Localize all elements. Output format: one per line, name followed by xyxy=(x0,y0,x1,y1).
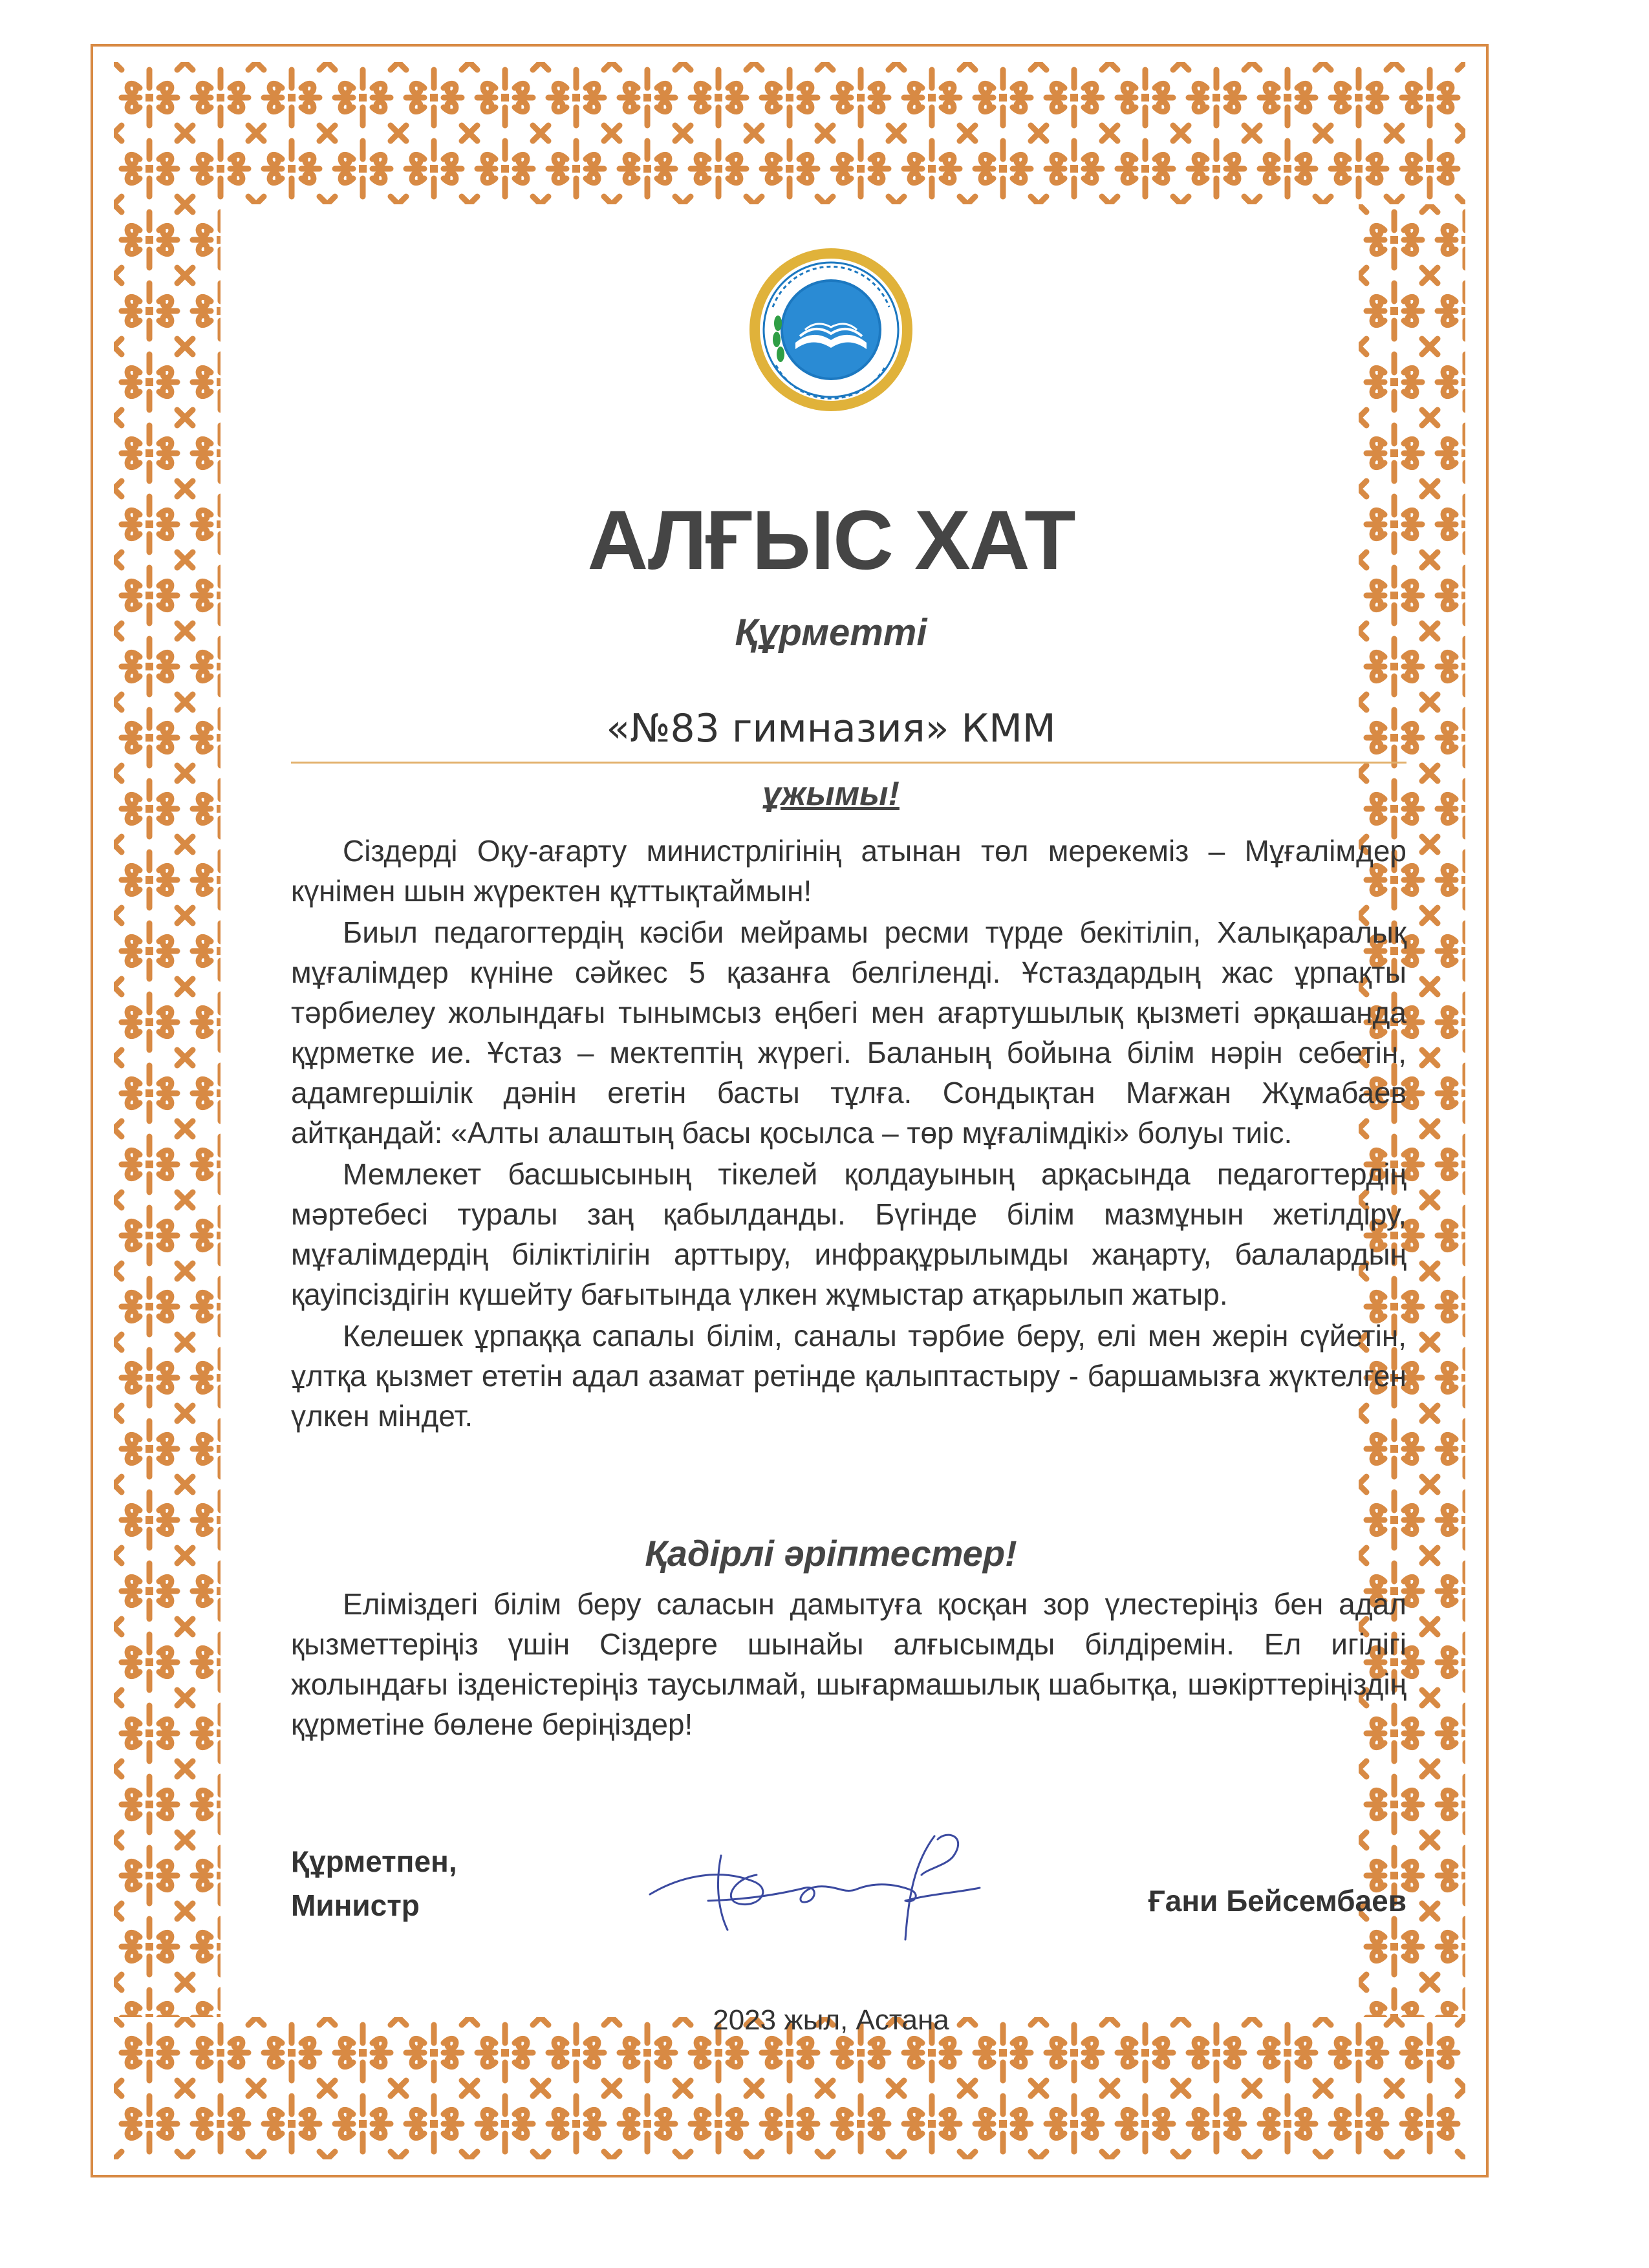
page-title: АЛҒЫС ХАТ xyxy=(587,493,1075,587)
handwritten-signature xyxy=(643,1817,1006,1946)
sign-position: Министр xyxy=(291,1888,420,1922)
frame-line-top xyxy=(91,44,1489,47)
date-place: 2023 жыл, Астана xyxy=(713,2004,949,2036)
body-paragraph: Биыл педагогтердің кәсіби мейрамы ресми түрде бекітіліп, Халықаралық мұғалімдер күніне сәйкес 5 қазанға белгіленді. Ұстаздардың жас ұрпақты тәрбиелеу жолындағы тынымсыз еңбегі мен ағартушылық қызметі әрқашанда құрметке ие. Ұстаз – мектептің жүрегі. Баланың бойына білім нәрін себетін, адамгершілік дәнін егетін басты тұлға. Сондықтан Мағжан Жұмабаев айтқандай: «Алты алаштың басы қосылса – төр мұғалімдікі» болуы тиіс. xyxy=(291,915,1406,1150)
signatory-name: Ғани Бейсембаев xyxy=(1148,1884,1406,1918)
sign-regards: Құрметпен, xyxy=(291,1845,457,1878)
frame-line-bottom xyxy=(91,2175,1489,2177)
body-paragraph: Келешек ұрпаққа сапалы білім, саналы тәрбие беру, елі мен жерін сүйетін, ұлтқа қызмет ететін адал азамат ретінде қалыптастыру - баршамызға жүктелген үлкен міндет. xyxy=(291,1319,1406,1433)
recipient-name: «№83 гимназия» КММ xyxy=(606,706,1056,751)
ornament-border-top xyxy=(114,62,1465,204)
body-paragraph: Мемлекет басшысының тікелей қолдауының арқасында педагогтердің мәртебесі туралы заң қабылданды. Бүгінде білім мазмұнын жетілдіру, мұғалімдердің біліктілігін арттыру, инфрақұрылымды жаңарту, балалардың қауіпсіздігін күшейту бағытында үлкен жұмыстар атқарылып жатыр. xyxy=(291,1157,1406,1311)
frame-line-right xyxy=(1486,44,1489,2177)
colleagues-heading: Қадірлі әріптестер! xyxy=(645,1533,1017,1574)
body-paragraph: Сіздерді Оқу-ағарту министрлігінің атынан төл мерекеміз – Мұғалімдер күнімен шын жүректен құттықтаймын! xyxy=(291,834,1406,908)
frame-line-left xyxy=(91,44,93,2177)
closing-body xyxy=(291,1584,1406,1746)
letter-body xyxy=(291,831,1406,1437)
salutation: Құрметті xyxy=(735,612,927,654)
signatory-block xyxy=(291,1839,457,1927)
ornament-border-left xyxy=(114,204,221,2017)
certificate-content xyxy=(255,246,1406,2088)
recipient-group: ұжымы! xyxy=(762,775,900,813)
ministry-emblem-icon xyxy=(747,246,915,414)
closing-paragraph: Еліміздегі білім беру саласын дамытуға қосқан зор үлестеріңіз бен адал қызметтеріңіз үшін Сіздерге шынайы алғысымды білдіремін. Ел игілігі жолындағы ізденістеріңіз таусылмай, шығармашылық шабытқа, шәкірттеріңіздің құрметіне бөлене беріңіздер! xyxy=(291,1587,1406,1741)
divider xyxy=(291,762,1406,764)
